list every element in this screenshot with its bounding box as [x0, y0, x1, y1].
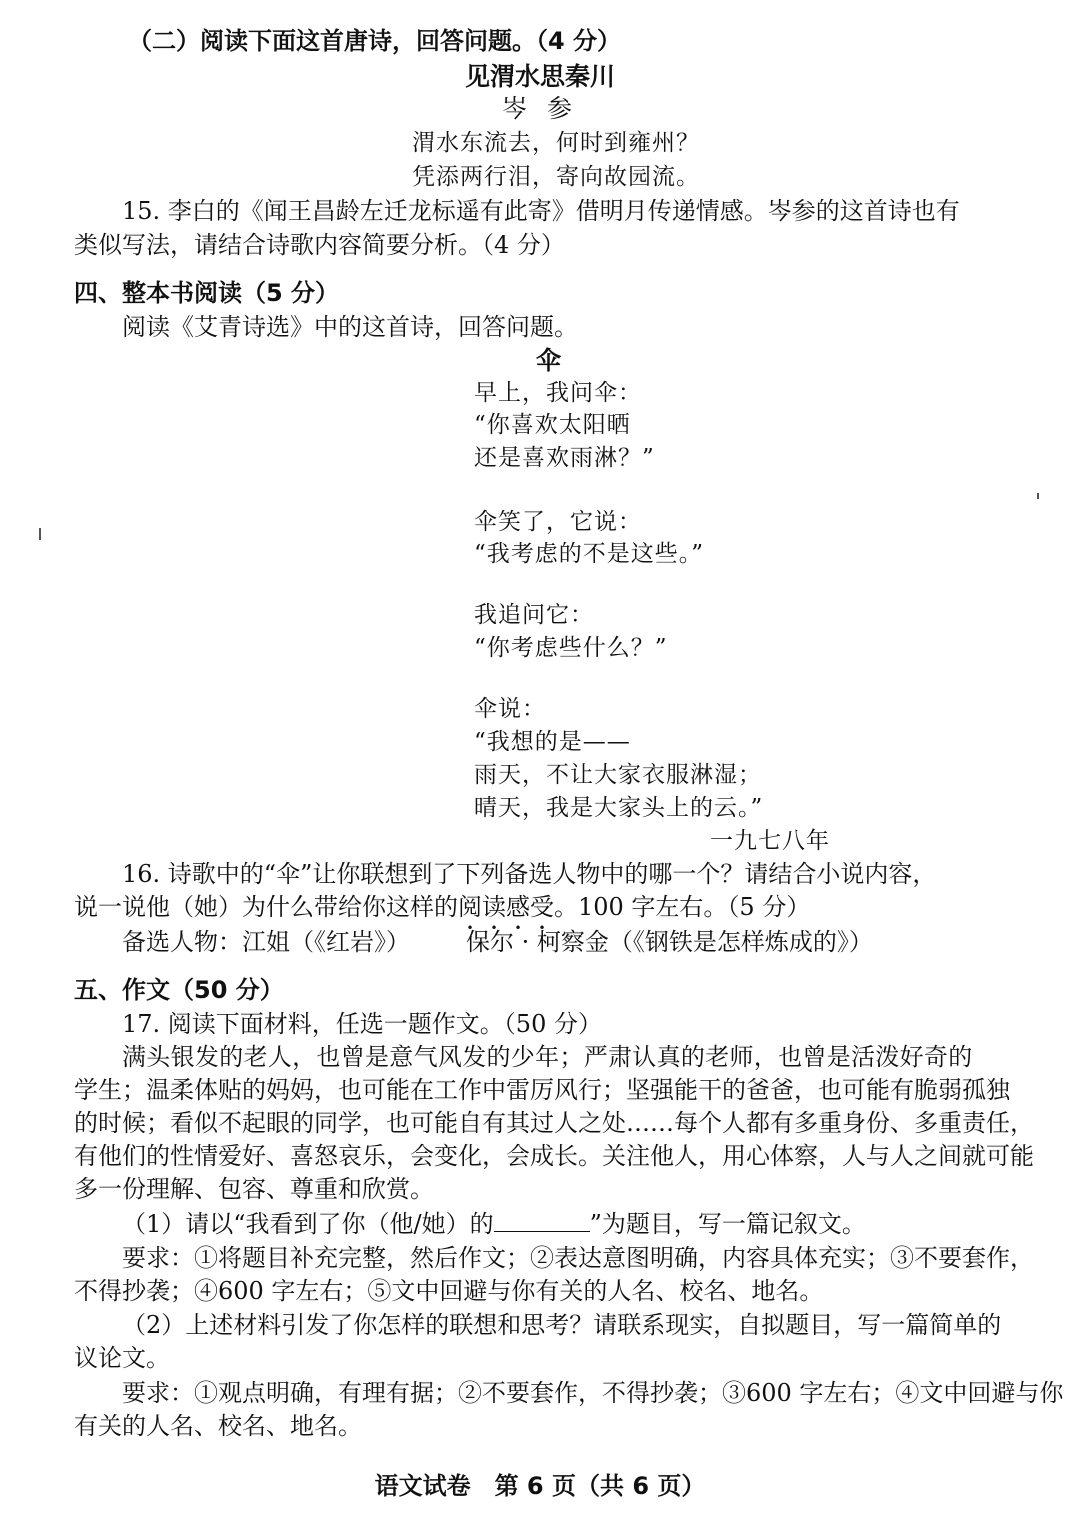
question-15-line-2: 类似写法，请结合诗歌内容简要分析。（4 分）: [74, 231, 565, 259]
section-heading-5: 五、作文（50 分）: [74, 976, 284, 1004]
material-line: 多一份理解、包容、尊重和欣赏。: [74, 1175, 434, 1203]
question-15-line-1: 15. 李白的《闻王昌龄左迁龙标遥有此寄》借明月传递情感。岑参的这首诗也有: [122, 197, 960, 225]
poem2-title: 伞: [536, 346, 562, 375]
scan-speck: [39, 528, 41, 540]
material-line: 的时候；看似不起眼的同学，也可能自有其过人之处……每个人都有多重身份、多重责任，: [74, 1109, 1034, 1137]
material-line: 满头银发的老人，也曾是意气风发的少年；严肃认真的老师，也曾是活泼好奇的: [122, 1043, 973, 1071]
section-heading-4: 四、整本书阅读（5 分）: [74, 279, 340, 307]
question-16-line-1: 16. 诗歌中的“伞”让你联想到了下列备选人物中的哪一个？请结合小说内容，: [122, 860, 937, 888]
option-2-line-2: 议论文。: [74, 1344, 170, 1372]
poem2-line: “我考虑的不是这些。”: [474, 541, 705, 567]
q16-emphasis: 阅读感受: [458, 893, 554, 921]
material-line: 有他们的性情爱好、喜怒哀乐，会变化，会成长。关注他人，用心体察，人与人之间就可能: [74, 1142, 1034, 1170]
poem2-line: 早上，我问伞：: [474, 380, 642, 406]
poem2-line: 晴天，我是大家头上的云。”: [474, 795, 764, 821]
poem2-line: 雨天，不让大家衣服淋湿；: [474, 762, 762, 788]
poem1-title: 见渭水思秦川: [464, 62, 615, 91]
option-1-text-b: ”为题目，写一篇记叙文。: [589, 1210, 866, 1238]
requirement-1-line-1: 要求：①将题目补充完整，然后作文；②表达意图明确，内容具体充实；③不要套作，: [122, 1244, 1034, 1272]
poem1-line-2: 凭添两行泪，寄向故园流。: [412, 164, 700, 190]
poem2-line: 伞笑了，它说：: [474, 509, 642, 535]
poem2-date: 一九七八年: [710, 828, 830, 854]
option-1-text-a: （1）请以“我看到了你（他/她）的: [122, 1210, 494, 1238]
poem1-line-1: 渭水东流去，何时到雍州？: [412, 130, 700, 156]
section-heading-2: （二）阅读下面这首唐诗，回答问题。（4 分）: [128, 27, 622, 55]
question-17: 17. 阅读下面材料，任选一题作文。（50 分）: [122, 1010, 602, 1038]
poem2-line: 我追问它：: [474, 602, 594, 628]
page-footer: 语文试卷 第 6 页（共 6 页）: [374, 1472, 706, 1500]
poem2-line: “我想的是——: [474, 729, 631, 755]
section4-intro: 阅读《艾青诗选》中的这首诗，回答问题。: [122, 313, 578, 341]
requirement-1-line-2: 不得抄袭；④600 字左右；⑤文中回避与你有关的人名、校名、地名。: [74, 1277, 824, 1305]
requirement-2-line-2: 有关的人名、校名、地名。: [74, 1412, 362, 1440]
requirement-2-line-1: 要求：①观点明确，有理有据；②不要套作，不得抄袭；③600 字左右；④文中回避与你: [122, 1379, 1064, 1407]
q16-candidates: [122, 925, 873, 959]
poem2-line: 还是喜欢雨淋？”: [474, 445, 655, 471]
poem2-line: “你考虑些什么？”: [474, 635, 668, 661]
candidate-2: 保尔 · 柯察金（《钢铁是怎样炼成的》）: [466, 928, 873, 956]
option-2-line-1: （2）上述材料引发了你怎样的联想和思考？请联系现实，自拟题目，写一篇简单的: [122, 1311, 1002, 1339]
candidate-1: 备选人物：江姐（《红岩》）: [122, 928, 410, 956]
q16-text-b: 。100 字左右。（5 分）: [554, 893, 811, 921]
q16-text-a: 说一说他（她）为什么带给你这样的: [74, 893, 458, 921]
poem2-line: “你喜欢太阳晒: [474, 412, 631, 438]
poem1-author: 岑 参: [502, 94, 578, 123]
option-1: [122, 1207, 866, 1241]
poem2-line: 伞说：: [474, 696, 546, 722]
title-blank: [494, 1209, 590, 1232]
material-line: 学生；温柔体贴的妈妈，也可能在工作中雷厉风行；坚强能干的爸爸，也可能有脆弱孤独: [74, 1076, 1010, 1104]
scan-speck: [1037, 493, 1039, 499]
